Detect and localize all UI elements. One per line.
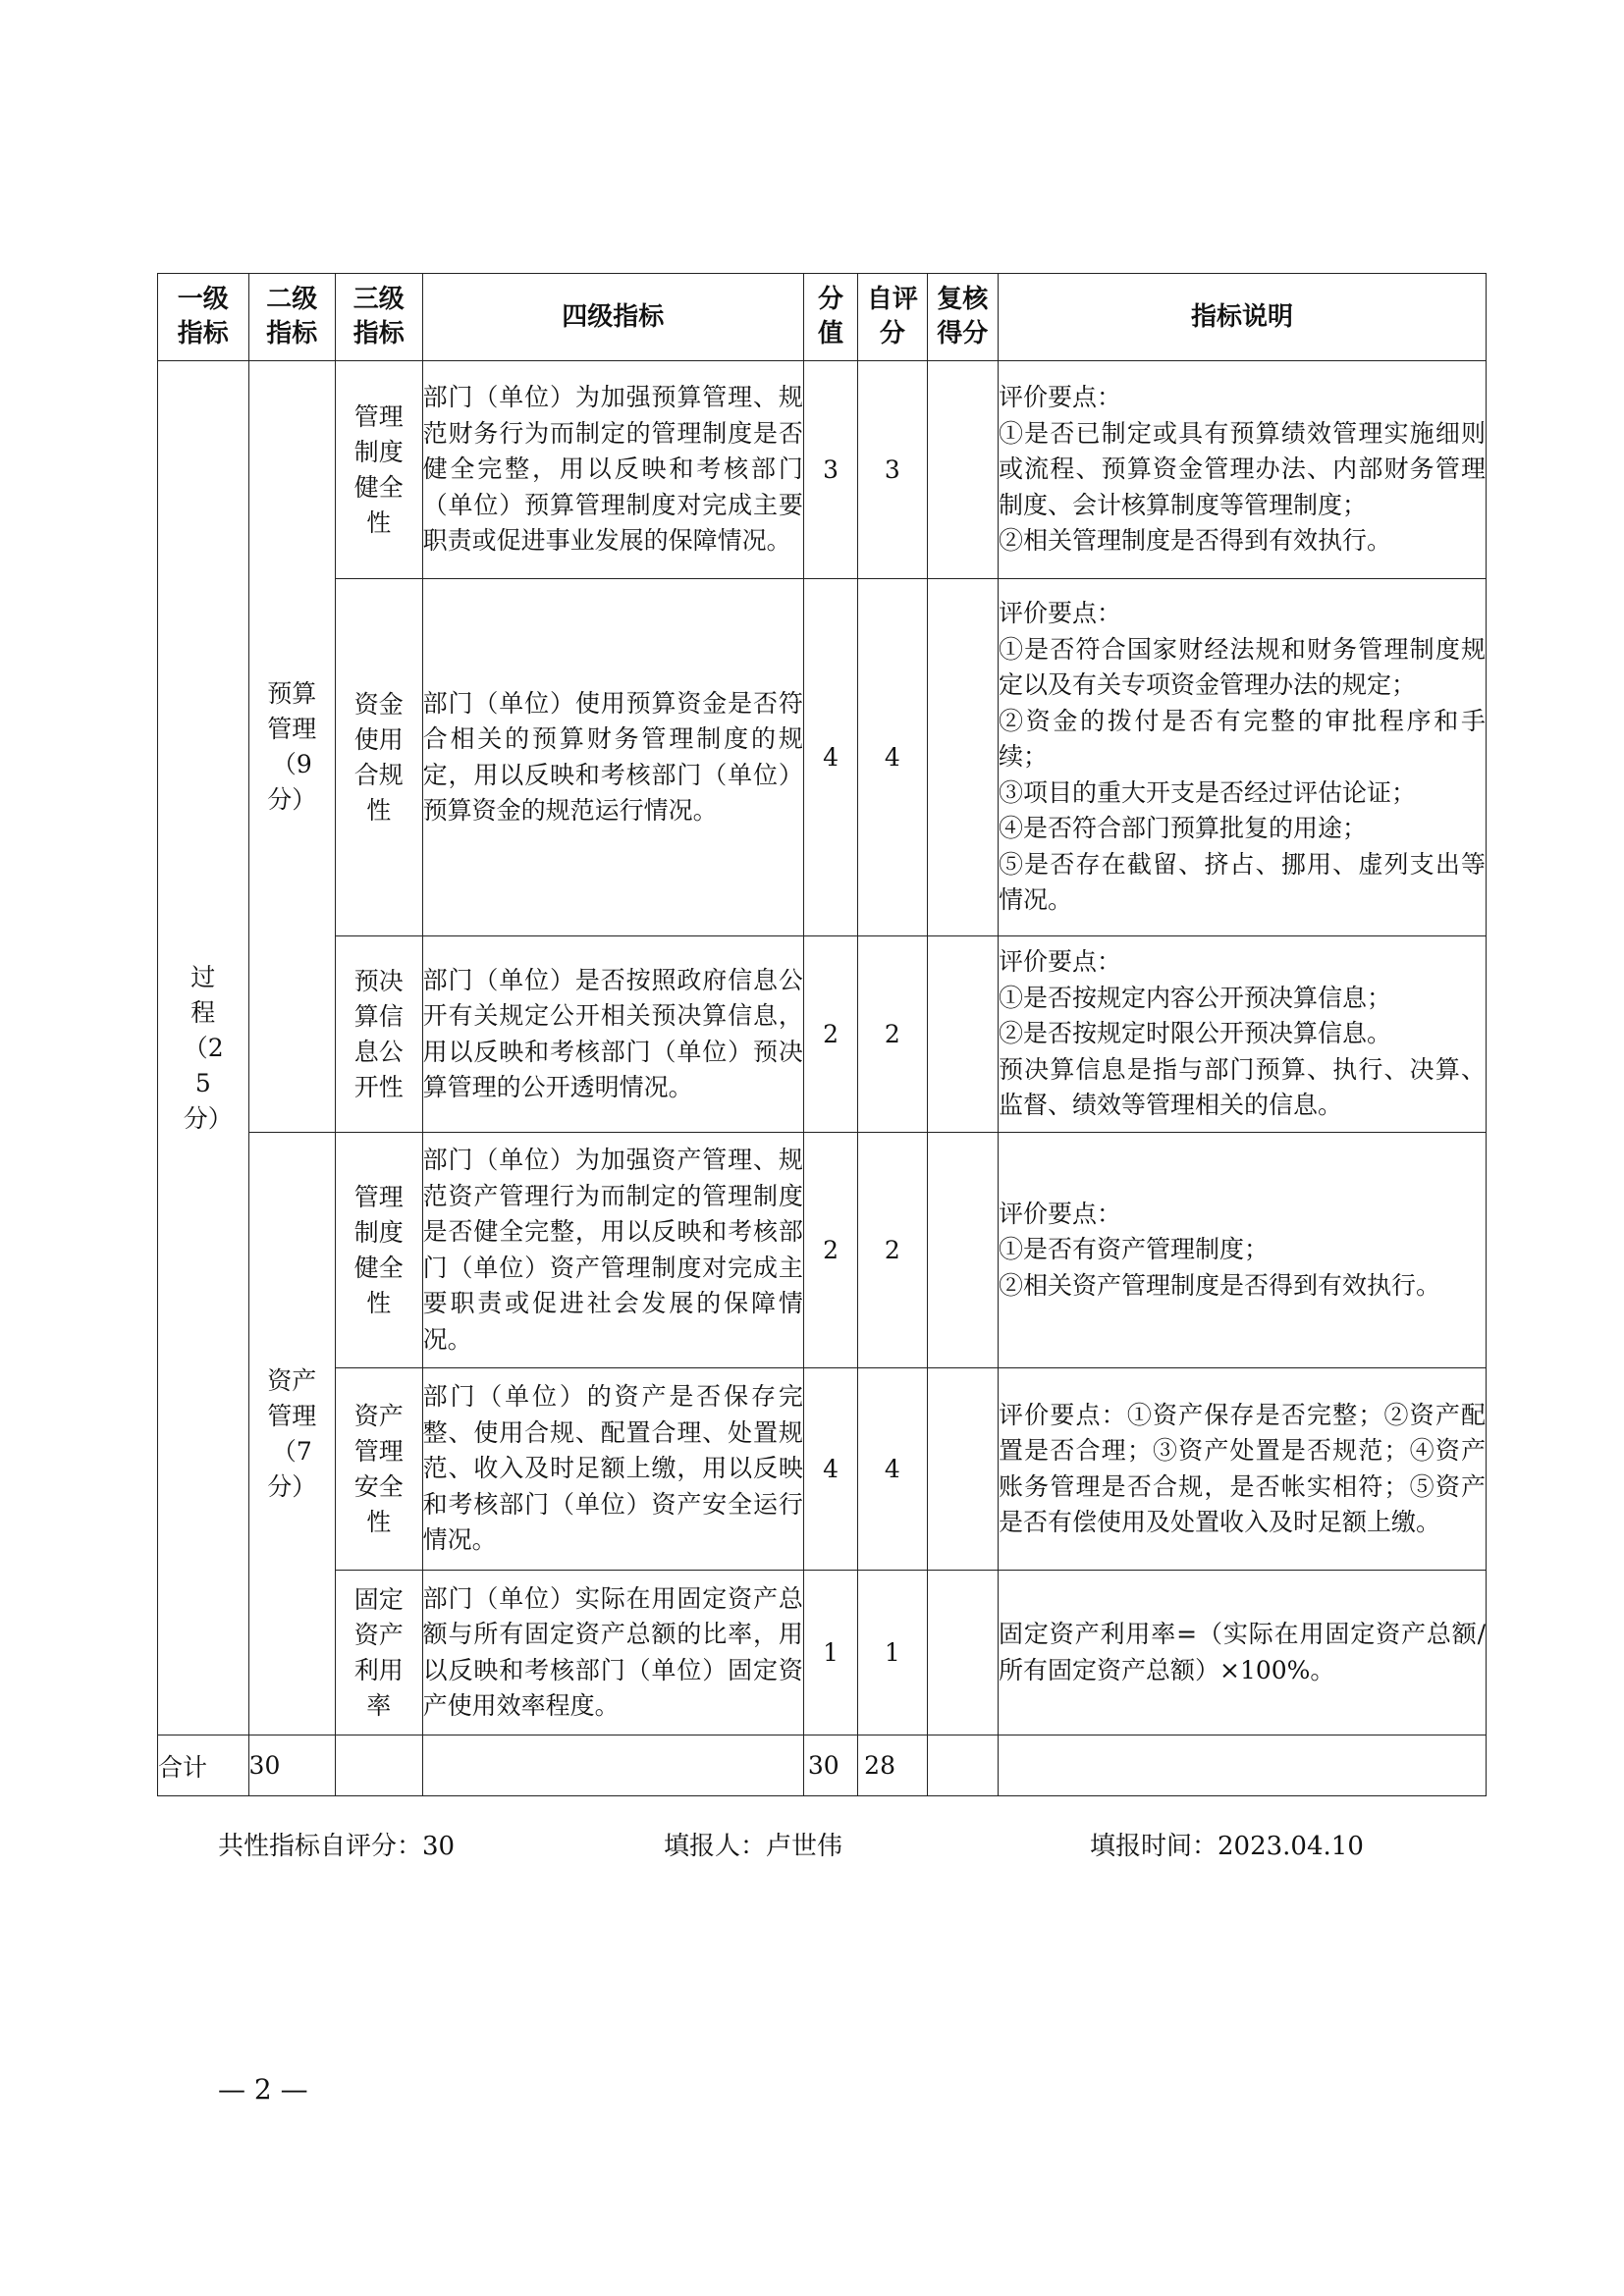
self-score-cell: 2 [858,1133,927,1368]
self-score-cell: 3 [858,361,927,579]
self-score-cell: 4 [858,1368,927,1571]
description-line: ①是否按规定内容公开预决算信息； [999,983,1392,1012]
header-level3: 三级指标 [336,274,423,361]
description-line: ③项目的重大开支是否经过评估论证； [999,777,1417,807]
description-line: ②相关资产管理制度是否得到有效执行。 [999,1270,1441,1300]
description-line: ①是否符合国家财经法规和财务管理制度规定以及有关专项资金管理办法的规定； [999,634,1486,700]
description-line: 评价要点： [999,599,1122,628]
level4-cell: 部门（单位）的资产是否保存完整、使用合规、配置合理、处置规范、收入及时足额上缴，用以反映和考核部门（单位）资产安全运行情况。 [422,1368,803,1571]
header-level2: 二级指标 [248,274,336,361]
score-cell: 4 [803,579,857,936]
table-row [158,579,1487,936]
score-cell: 1 [803,1571,857,1735]
description-line: 评价要点： [999,947,1122,977]
level3-cell: 资产管理安全性 [336,1368,423,1571]
total-description [999,1735,1487,1796]
footer-self-score: 共性指标自评分：30 [218,1832,456,1861]
description-line: ④是否符合部门预算批复的用途； [999,814,1368,843]
description-cell [999,936,1487,1133]
description-cell [999,361,1487,579]
self-score-cell: 1 [858,1571,927,1735]
footer [0,1826,1624,1865]
header-description: 指标说明 [999,274,1487,361]
score-cell: 2 [803,1133,857,1368]
footer-date: 填报时间：2023.04.10 [1090,1832,1364,1861]
level3-cell: 预决算信息公开性 [336,936,423,1133]
total-review [927,1735,998,1796]
score-cell: 2 [803,936,857,1133]
level3-cell: 管理制度健全性 [336,1133,423,1368]
self-score-cell: 2 [858,936,927,1133]
level4-cell: 部门（单位）使用预算资金是否符合相关的预算财务管理制度的规定，用以反映和考核部门（单位）预算资金的规范运行情况。 [422,579,803,936]
level3-cell: 固定资产利用率 [336,1571,423,1735]
table-row [158,1571,1487,1735]
description-line: 评价要点：①资产保存是否完整；②资产配置是否合理；③资产处置是否规范；④资产账务管理是否合规，是否帐实相符；⑤资产是否有偿使用及处置收入及时足额上缴。 [999,1400,1486,1536]
table-header-row [158,274,1487,361]
header-score: 分值 [803,274,857,361]
description-cell [999,1571,1487,1735]
review-score-cell [927,1571,998,1735]
level3-cell: 资金使用合规性 [336,579,423,936]
table-row [158,1133,1487,1368]
review-score-cell [927,1133,998,1368]
description-line: ⑤是否存在截留、挤占、挪用、虚列支出等情况。 [999,849,1486,915]
level1-cell: 过程（25分） [158,361,249,1735]
total-label: 合计 [158,1735,249,1796]
header-review-score: 复核得分 [927,274,998,361]
table-row [158,361,1487,579]
description-cell [999,579,1487,936]
self-score-cell: 4 [858,579,927,936]
level4-cell: 部门（单位）为加强预算管理、规范财务行为而制定的管理制度是否健全完整，用以反映和考核部门（单位）预算管理制度对完成主要职责或促进事业发展的保障情况。 [422,361,803,579]
header-level1: 一级指标 [158,274,249,361]
description-line: 评价要点： [999,1199,1122,1228]
total-row [158,1735,1487,1796]
level4-cell: 部门（单位）为加强资产管理、规范资产管理行为而制定的管理制度是否健全完整，用以反映和考核部门（单位）资产管理制度对完成主要职责或促进社会发展的保障情况。 [422,1133,803,1368]
score-cell: 4 [803,1368,857,1571]
total-level2: 30 [248,1735,336,1796]
description-cell [999,1368,1487,1571]
description-line: ②相关管理制度是否得到有效执行。 [999,526,1392,556]
total-empty [422,1735,803,1796]
description-line: ②是否按规定时限公开预决算信息。 [999,1019,1392,1048]
review-score-cell [927,579,998,936]
description-line: 预决算信息是指与部门预算、执行、决算、监督、绩效等管理相关的信息。 [999,1054,1486,1120]
review-score-cell [927,936,998,1133]
total-self-score: 28 [858,1735,927,1796]
total-score: 30 [803,1735,857,1796]
table-row [158,936,1487,1133]
level4-cell: 部门（单位）实际在用固定资产总额与所有固定资产总额的比率，用以反映和考核部门（单位）固定资产使用效率程度。 [422,1571,803,1735]
level2-cell-assets: 资产管理（7分） [248,1133,336,1735]
level4-cell: 部门（单位）是否按照政府信息公开有关规定公开相关预决算信息，用以反映和考核部门（单位）预决算管理的公开透明情况。 [422,936,803,1133]
description-line: 固定资产利用率=（实际在用固定资产总额/所有固定资产总额）×100%。 [999,1620,1486,1684]
review-score-cell [927,361,998,579]
evaluation-table [157,273,1487,1796]
table-row [158,1368,1487,1571]
total-empty [336,1735,423,1796]
score-cell: 3 [803,361,857,579]
page-number: — 2 — [218,2073,308,2106]
level3-cell: 管理制度健全性 [336,361,423,579]
header-level4: 四级指标 [422,274,803,361]
review-score-cell [927,1368,998,1571]
footer-reporter: 填报人：卢世伟 [664,1832,843,1861]
description-line: 评价要点： [999,383,1122,412]
description-line: ②资金的拨付是否有完整的审批程序和手续； [999,706,1486,772]
description-line: ①是否有资产管理制度； [999,1235,1270,1264]
level2-cell-budget: 预算管理（9分） [248,361,336,1133]
header-self-score: 自评分 [858,274,927,361]
description-line: ①是否已制定或具有预算绩效管理实施细则或流程、预算资金管理办法、内部财务管理制度、会计核算制度等管理制度； [999,418,1486,519]
description-cell [999,1133,1487,1368]
